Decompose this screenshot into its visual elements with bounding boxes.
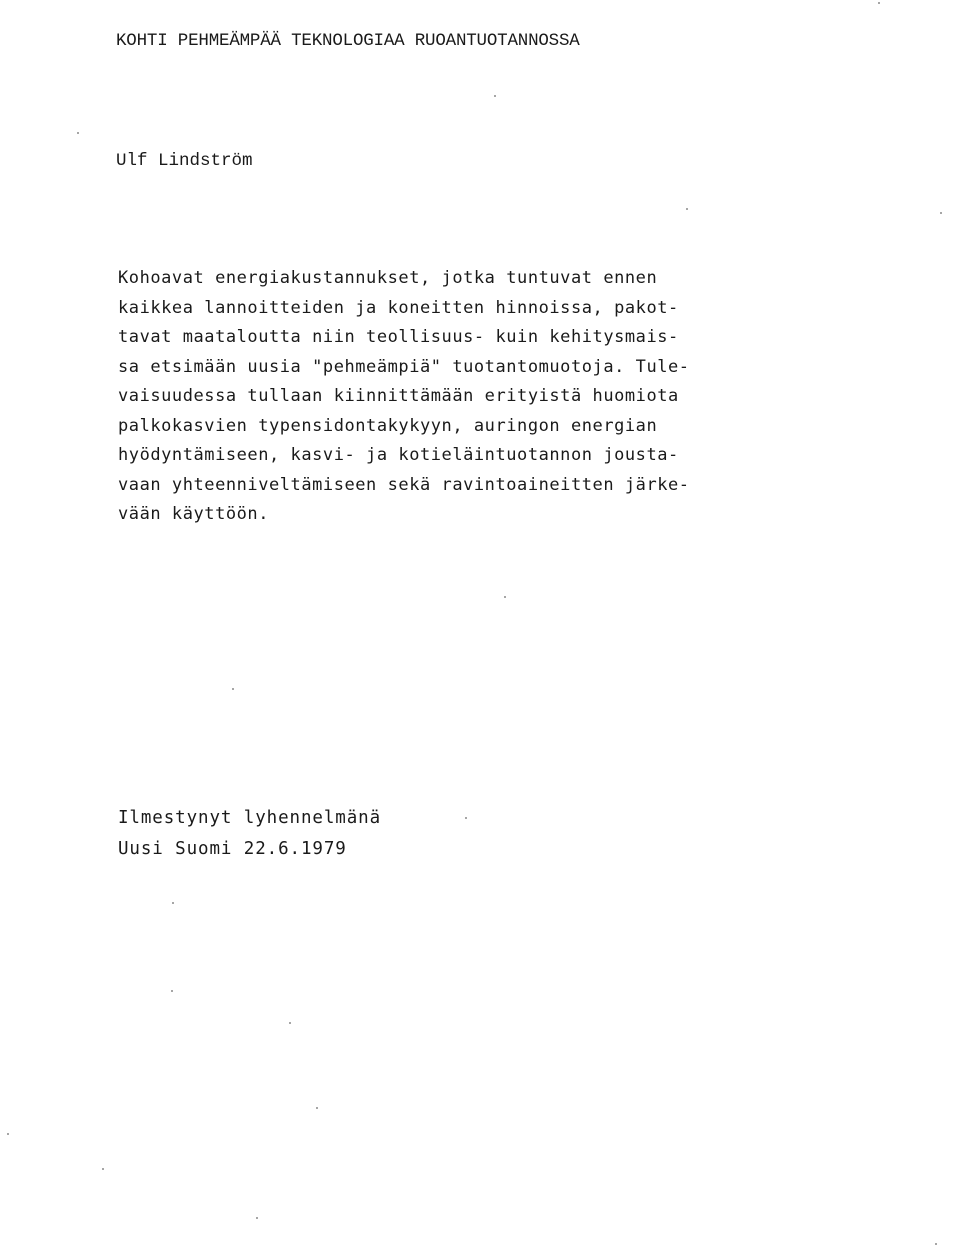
paragraph-line: hyödyntämiseen, kasvi- ja kotieläintuotannon jousta-	[118, 445, 679, 465]
paragraph-line: palkokasvien typensidontakykyyn, auringon energian	[118, 415, 658, 436]
scan-speck	[256, 1217, 258, 1219]
scan-speck	[77, 132, 79, 134]
publication-note-line: Ilmestynyt lyhennelmänä	[118, 808, 382, 828]
scan-speck	[935, 1243, 937, 1245]
publication-date-line: Uusi Suomi 22.6.1979	[118, 839, 347, 859]
scan-speck	[504, 596, 506, 598]
abstract-paragraph	[118, 264, 690, 530]
scan-speck	[232, 688, 234, 690]
scan-speck	[172, 902, 174, 904]
scan-speck	[171, 990, 173, 992]
paragraph-line: vaisuudessa tullaan kiinnittämään erityistä huomiota	[118, 386, 679, 406]
scan-speck	[316, 1107, 318, 1109]
paragraph-line: sa etsimään uusia "pehmeämpiä" tuotantomuotoja. Tule-	[118, 356, 690, 377]
publication-note	[118, 803, 381, 865]
scan-speck	[465, 817, 467, 819]
author-name: Ulf Lindström	[116, 151, 253, 171]
paragraph-line: vaan yhteenniveltämiseen sekä ravintoaineitten järke-	[118, 474, 690, 495]
scan-speck	[878, 2, 880, 4]
scan-speck	[7, 1133, 9, 1135]
paragraph-line: tavat maataloutta niin teollisuus- kuin kehitysmais-	[118, 327, 679, 347]
scan-speck	[686, 208, 688, 210]
scan-speck	[102, 1168, 104, 1170]
document-title: KOHTI PEHMEÄMPÄÄ TEKNOLOGIAA RUOANTUOTANNOSSA	[116, 31, 580, 51]
scan-speck	[494, 95, 496, 97]
paragraph-line: Kohoavat energiakustannukset, jotka tuntuvat ennen	[118, 268, 658, 288]
scan-speck	[940, 212, 942, 214]
paragraph-line: vään käyttöön.	[118, 504, 269, 524]
scan-speck	[289, 1022, 291, 1024]
paragraph-line: kaikkea lannoitteiden ja koneitten hinnoissa, pakot-	[118, 297, 679, 318]
